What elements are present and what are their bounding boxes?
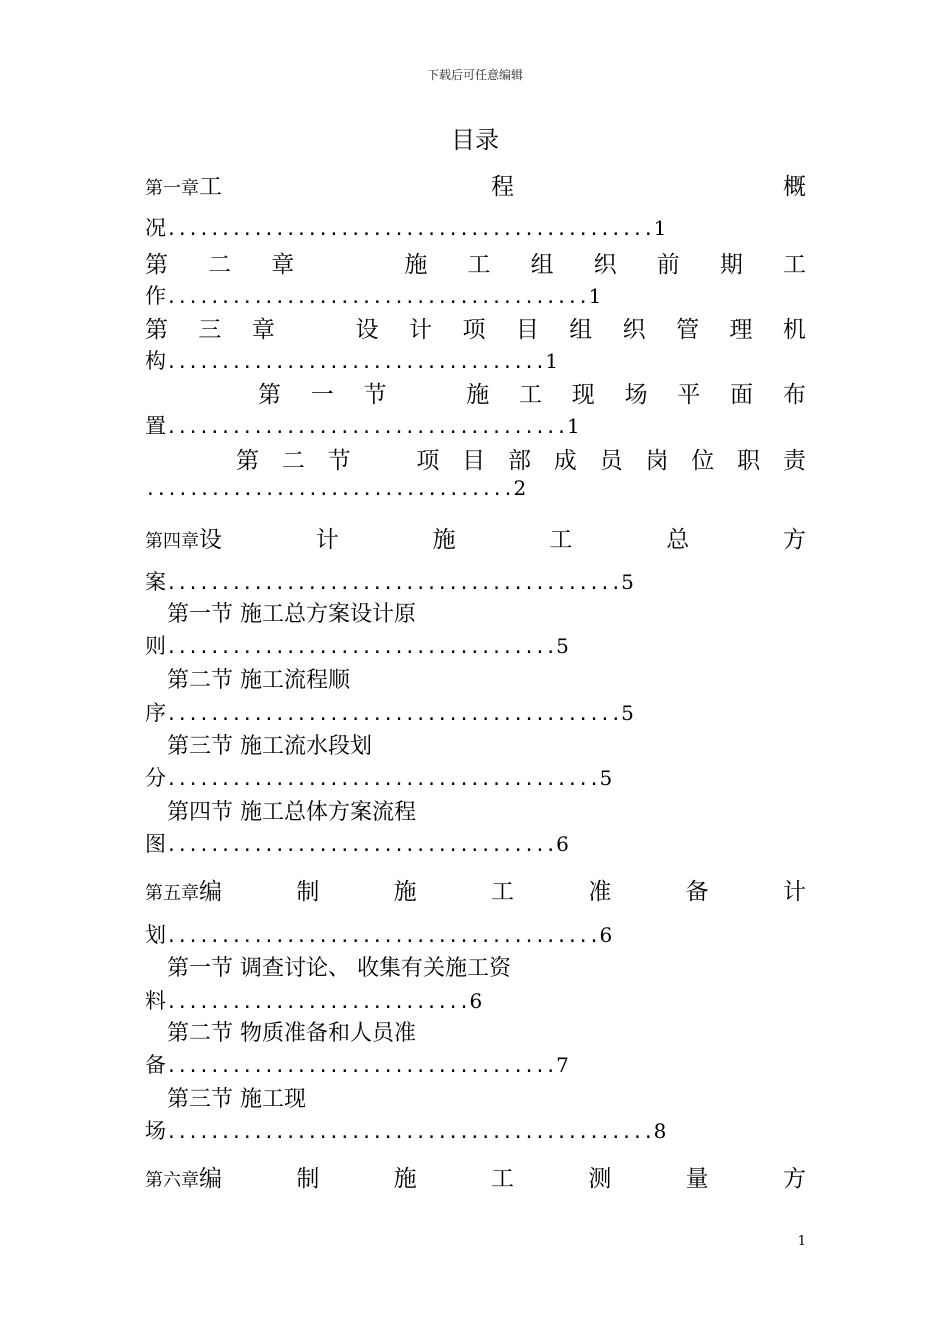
toc-chapter-4-line: 第四章设 计 施 工 总 方 xyxy=(145,527,806,553)
page-ref: 1 xyxy=(653,216,667,240)
page-ref: 6 xyxy=(556,832,569,856)
page-ref: 5 xyxy=(621,701,634,725)
page-ref: 1 xyxy=(588,284,602,308)
page-ref: 1 xyxy=(545,349,559,373)
toc-ch4-section-1-head: 第一节 施工总方案设计原 xyxy=(167,602,416,627)
toc-ch3-section-1-line: 第 一 节 施 工 现 场 平 面 布 xyxy=(258,382,806,408)
page-ref: 5 xyxy=(599,766,613,790)
toc-ch5-section-2-leader[interactable]: 备....................................7 xyxy=(145,1053,569,1077)
toc-ch4-section-4-head: 第四节 施工总体方案流程 xyxy=(167,800,416,825)
toc-chapter-1-leader[interactable]: 况.............................................1 xyxy=(145,216,667,240)
toc-chapter-6-line: 第六章编 制 施 工 测 量 方 xyxy=(145,1166,806,1192)
toc-ch4-section-2-leader[interactable]: 序..........................................5 xyxy=(145,701,634,725)
toc-chapter-3-leader[interactable]: 构...................................1 xyxy=(145,349,559,373)
page-ref: 5 xyxy=(556,634,569,658)
page-ref: 8 xyxy=(653,1119,667,1143)
toc-ch4-section-3-head: 第三节 施工流水段划 xyxy=(167,734,372,759)
toc-chapter-2-line: 第 二 章 施 工 组 织 前 期 工 xyxy=(145,252,806,278)
page-ref: 2 xyxy=(513,476,527,500)
toc-chapter-3-line: 第 三 章 设 计 项 目 组 织 管 理 机 xyxy=(145,317,806,343)
toc-chapter-2-leader[interactable]: 作.......................................1 xyxy=(145,284,602,308)
page-ref: 1 xyxy=(566,414,580,438)
page-header: 下载后可任意编辑 xyxy=(426,68,523,82)
toc-ch3-section-2-line: 第 二 节 项 目 部 成 员 岗 位 职 责 xyxy=(236,448,806,474)
toc-chapter-5-leader[interactable]: 划........................................6 xyxy=(145,923,613,947)
page-ref: 6 xyxy=(469,989,483,1013)
toc-title: 目录 xyxy=(451,126,499,154)
toc-ch3-section-2-leader[interactable]: ..................................2 xyxy=(145,476,527,500)
toc-ch5-section-2-head: 第二节 物质准备和人员准 xyxy=(167,1021,416,1046)
toc-chapter-1-line: 第一章工 程 概 xyxy=(145,174,806,200)
toc-ch5-section-1-leader[interactable]: 料............................6 xyxy=(145,989,483,1013)
page-ref: 7 xyxy=(556,1053,569,1077)
toc-ch4-section-1-leader[interactable]: 则....................................5 xyxy=(145,634,569,658)
toc-ch5-section-1-head: 第一节 调查讨论、 收集有关施工资 xyxy=(167,956,511,981)
toc-ch3-section-1-leader[interactable]: 置.....................................1 xyxy=(145,414,580,438)
toc-ch5-section-3-leader[interactable]: 场.............................................8 xyxy=(145,1119,667,1143)
toc-ch4-section-2-head: 第二节 施工流程顺 xyxy=(167,668,350,693)
page-number: 1 xyxy=(797,1234,806,1249)
page-ref: 6 xyxy=(599,923,613,947)
toc-ch4-section-4-leader[interactable]: 图....................................6 xyxy=(145,832,569,856)
page-ref: 5 xyxy=(621,570,634,594)
toc-chapter-4-leader[interactable]: 案..........................................5 xyxy=(145,570,634,594)
toc-ch5-section-3-head: 第三节 施工现 xyxy=(167,1087,306,1112)
toc-ch4-section-3-leader[interactable]: 分........................................5 xyxy=(145,766,613,790)
chapter-prefix: 第一章 xyxy=(145,178,199,199)
toc-chapter-5-line: 第五章编 制 施 工 准 备 计 xyxy=(145,879,806,905)
